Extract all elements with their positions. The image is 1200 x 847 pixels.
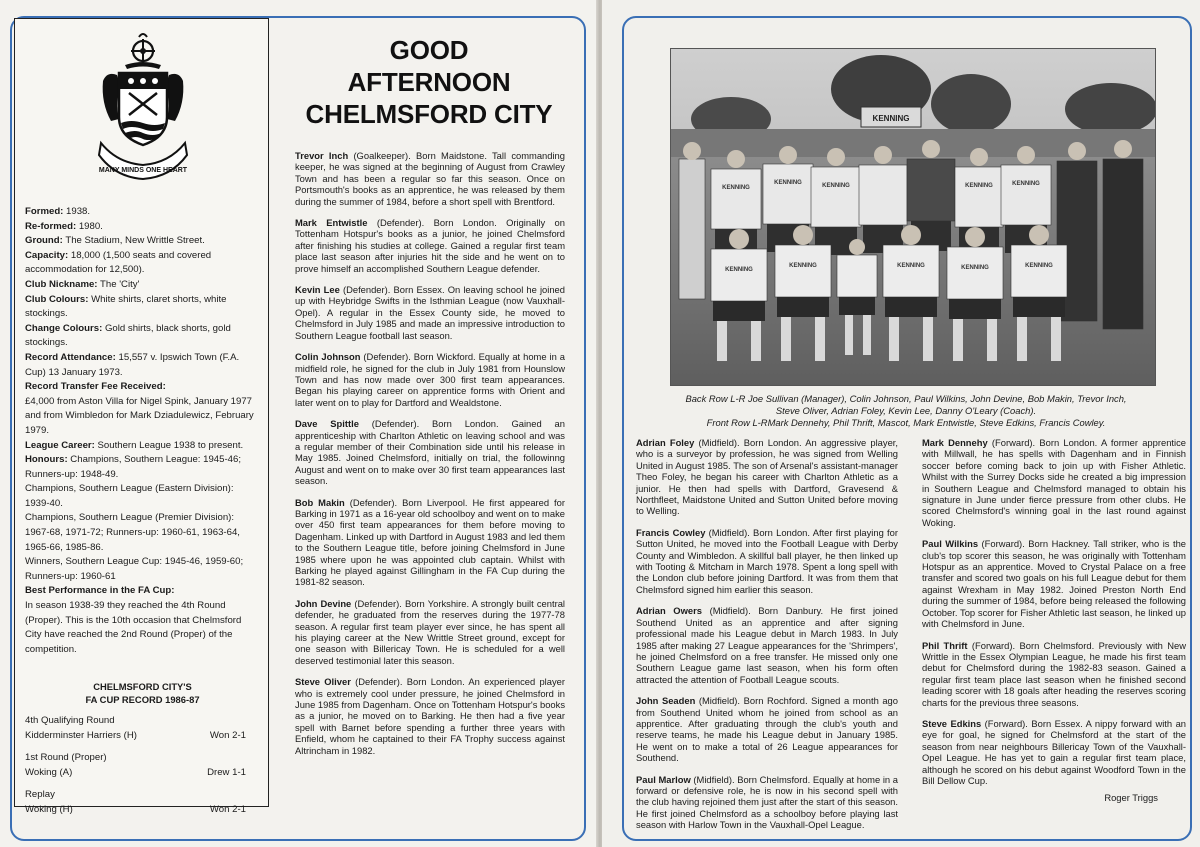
svg-text:KENNING: KENNING xyxy=(722,185,750,191)
fact-change-colours: Change Colours: Gold shirts, black shorts, gold stockings. xyxy=(25,322,231,349)
fa-cup-round: 1st Round (Proper) Woking (A) Drew 1-1 xyxy=(25,752,246,779)
fact-colours: Club Colours: White shirts, claret shorts, white stockings. xyxy=(25,293,227,320)
svg-text:KENNING: KENNING xyxy=(1025,263,1053,269)
player-profile: Steve Oliver (Defender). Born London. An experienced player who is extremely cool under pressure, he joined Chelmsford in June 1985 from Dagenham. Once on Tottenham Hotspur's books as a junior, he moved on to Barking. He then had a five year spell with Barnet before spending a further three years with Enfield, whom he captained to their FA Trophy success against Altrincham in 1982. xyxy=(295,676,566,756)
svg-text:KENNING: KENNING xyxy=(1012,181,1040,187)
ad-board-text: KENNING xyxy=(872,114,910,123)
fa-cup-round: 4th Qualifying Round Kidderminster Harriers (H) Won 2-1 xyxy=(25,715,246,742)
fact-ground: Ground: The Stadium, New Writtle Street. xyxy=(25,235,205,247)
fact-capacity: Capacity: 18,000 (1,500 seats and covered accommodation for 12,500). xyxy=(25,249,212,276)
svg-text:KENNING: KENNING xyxy=(961,265,989,271)
player-profile: Francis Cowley (Midfield). Born London. After first playing for Sutton United, he moved into the Football League with Derby County and Wimbledon. A skillful ball player, he then linked up with Tooting & Mitcham in March 1978. Spent a long spell with the London club before joining Dartford. It was from them that Chelmsford signed him earlier this season. xyxy=(636,526,899,595)
svg-text:KENNING: KENNING xyxy=(822,183,850,189)
fact-league-career: League Career: Southern League 1938 to present. xyxy=(25,439,244,451)
fa-cup-round: Replay Woking (H) Won 2-1 xyxy=(25,789,246,816)
svg-text:KENNING: KENNING xyxy=(789,263,817,269)
fact-nickname: Club Nickname: The 'City' xyxy=(25,278,140,290)
player-profile: Mark Dennehy (Forward). Born London. A former apprentice with Millwall, he has spells with Dagenham and in Finnish soccer before coming back to join up with Fisher Athletic. Whilst with the Surrey Docks side he created a big impression in Southern League and Chelmsford managed to obtain his signature in June under fierce pressure from other clubs. He scored Chelmsford's winning goal in the last round against Woking. xyxy=(922,437,1186,528)
fact-honours-cup: Winners, Southern League Cup: 1945-46, 1959-60; Runners-up: 1960-61 xyxy=(25,556,244,582)
photo-caption: Back Row L-R Joe Sullivan (Manager), Colin Johnson, Paul Wilkins, John Devine, Bob Makin, Trevor Inch, Steve Oliver, Adrian Foley, Kevin Lee, Danny O'Leary (Coach). Front Row L-RMark Dennehy, Phil Thrift, Mascot, Mark Entwistle, Steve Edkins, Francis Cowley. xyxy=(685,393,1127,428)
left-page xyxy=(0,0,598,847)
player-profile: John Devine (Defender). Born Yorkshire. A strongly built central defender, he graduated from the reserves during the 1977-78 season. A regular first team player ever since, he has spent all his playing career at the New Writtle Street ground, except for one season with Billericay Town. He is scheduled for a well deserved testimonial later this season. xyxy=(295,597,565,666)
fact-best-fa-cup-detail: In season 1938-39 they reached the 4th Round (Proper). This is the 10th occasion that Chelmsford City have reached the 2nd Round (Proper) of the competition. xyxy=(25,600,242,655)
player-profile: Adrian Foley (Midfield). Born London. An aggressive player, who is a surveyor by profession, he was signed from Welling United in August 1985. The son of Arsenal's assistant-manager Theo Foley, he began his career with Charlton Athletic as a junior. He then had spells with Dartford, Gravesend & Northfleet, Maidstone United and Sutton United before moving to Welling. xyxy=(636,437,898,517)
page-headline: GOOD AFTERNOON CHELMSFORD CITY xyxy=(305,35,553,129)
svg-text:KENNING: KENNING xyxy=(897,263,925,269)
player-profiles-left xyxy=(295,150,565,766)
fact-record-transfer: Record Transfer Fee Received: xyxy=(25,381,166,393)
fa-cup-record-table xyxy=(25,713,260,817)
fact-record-attendance: Record Attendance: 15,557 v. Ipswich Town (F.A. Cup) 13 January 1973. xyxy=(25,351,240,378)
player-profile: Paul Marlow (Midfield). Born Chelmsford. Equally at home in a forward or defensive role, he is now in his second spell with the club having rejoined them just after the start of this season. He first joined Chelmsford as a schoolboy before playing last season with Harlow Town in the Vauxhall-Opel League. xyxy=(636,773,898,831)
player-profile: Bob Makin (Defender). Born Liverpool. He first appeared for Barking in 1971 as a 16-year old schoolboy and went on to make over 450 first team appearances for them before moving to Dagenham. Linked up with Dartford in August 1983 and led them to the Southern League title, before joining Chelmsford in June 1985 where upon he was appointed club captain. Whilst with Barking he played against Gillingham in the FA Cup during the 1981-82 season. xyxy=(295,496,565,588)
player-profiles-right-col2 xyxy=(922,437,1186,804)
player-profile: Mark Entwistle (Defender). Born London. Originally on Tottenham Hotspur's books as a junior, he joined Chelmsford after finishing his studies at college. Gained a regular first team place last season after injuries hit the side and he went on to prove himself an accomplished Southern League defender. xyxy=(295,217,565,274)
player-profiles-right-col1 xyxy=(636,437,898,841)
player-profile: Steve Edkins (Forward). Born Essex. A nippy forward with an eye for goal, he signed for Chelmsford at the start of the season from near neighbours Billericay Town of the Vauxhall-Opel League. He has yet to gain a regular first team place, although he scored on his debut against Woodford Town in the Bill Dellow Cup. xyxy=(922,717,1186,786)
fact-reformed: Re-formed: 1980. xyxy=(25,220,103,232)
player-profile: Phil Thrift (Forward). Born Chelmsford. Previously with New Writtle in the Essex Olympian League, he made his first team debut for Chelmsford during the 1982-83 season. Gained a regular first team place last season when he finished second leading scorer with 18 goals after heading the reserves scoring charts for the previous three seasons. xyxy=(922,639,1186,708)
player-profile: Kevin Lee (Defender). Born Essex. On leaving school he joined up with Heybridge Swifts in the Isthmian League (now Vauxhall-Opel). A regular in the Essex County side, he moved to Chelmsford in July 1985 and made an impressive introduction to Southern League football last season. xyxy=(295,284,565,341)
fact-formed: Formed: 1938. xyxy=(25,206,91,217)
club-facts-box xyxy=(14,18,269,816)
player-profile: Paul Wilkins (Forward). Born Hackney. Tall striker, who is the club's top scorer this season, he was originally with Tottenham Hotspur as an apprentice. Moved to Crystal Palace on a free transfer and scored two goals on his full League debut for them against Wrexham in May 1982. Joined Preston North End during the summer of 1984, before being released the following October. Top scorer for Fisher Athletic last season, he linked up with Chelmsford in June. xyxy=(922,538,1186,630)
svg-text:KENNING: KENNING xyxy=(725,267,753,273)
svg-text:KENNING: KENNING xyxy=(965,183,993,189)
crest-motto: MANY MINDS ONE HEART xyxy=(98,167,187,174)
fact-honours-premier: Champions, Southern League (Premier Division): 1967-68, 1971-72; Runners-up: 1960-61, 1963-64, 1965-66, 1985-86. xyxy=(25,512,240,553)
fa-cup-record-title: CHELMSFORD CITY'S FA CUP RECORD 1986-87 xyxy=(85,681,200,706)
club-crest-icon xyxy=(97,31,189,181)
fact-record-transfer-detail: £4,000 from Aston Villa for Nigel Spink, January 1977 and from Wimbledon for Mark Dziadulewicz, February 1979. xyxy=(25,395,254,436)
fact-best-fa-cup: Best Performance in the FA Cup: xyxy=(25,585,175,597)
author-signature: Roger Triggs xyxy=(1104,792,1158,804)
fact-honours-eastern: Champions, Southern League (Eastern Division): 1939-40. xyxy=(25,483,234,509)
player-profile: Adrian Owers (Midfield). Born Danbury. He first joined Southend United as an apprentice and after signing professional made his League debut in March 1983. In July 1985 after making 27 League appearances for the 'Shrimpers', he joined Chelmsford on a free transfer. He missed only one Southern League game last season, when his form often attracted the attention of Football League scouts. xyxy=(636,605,898,685)
svg-text:KENNING: KENNING xyxy=(774,180,802,186)
team-photo xyxy=(670,48,1156,386)
player-profile: Colin Johnson (Defender). Born Wickford. Equally at home in a midfield role, he signed for the club in July 1981 from Hounslow Town and has now made over 300 first team appearances. Began his playing career on apprentice forms with Orient and later went on to play for Dartford and Wealdstone. xyxy=(295,351,565,408)
club-facts xyxy=(25,205,260,657)
player-profile: John Seaden (Midfield). Born Rochford. Signed a month ago from Southend United whom he joined from school as an apprentice. After graduating through the club's youth and reserve teams, he made his League debut in January 1985. He went on to make a total of 26 League appearances for Southend. xyxy=(636,695,898,764)
player-profile: Trevor Inch (Goalkeeper). Born Maidstone. Tall commanding keeper, he was signed at the beginning of August from Crawley Town and has been a regular so far this season. Once on Portsmouth's books as an apprentice, he was released by them during the summer of 1984, before a short spell with Brentford. xyxy=(295,150,565,207)
player-profile: Dave Spittle (Defender). Born London. Gained an apprenticeship with Charlton Athletic on leaving school and was a regular member of their Combination side until his release in May 1985. Joined Chelmsford, initially on trial, the followinng August and went on to make over 30 first team appearances last season. xyxy=(295,418,565,487)
fact-honours: Honours: Champions, Southern League: 1945-46; Runners-up: 1948-49. xyxy=(25,454,241,480)
